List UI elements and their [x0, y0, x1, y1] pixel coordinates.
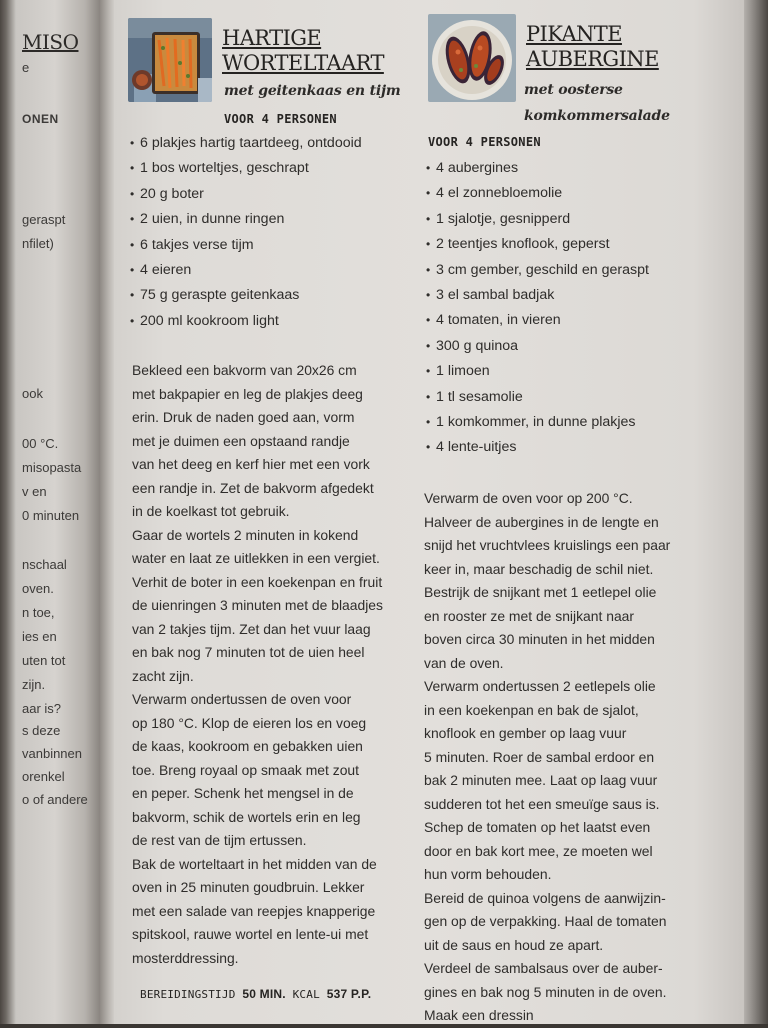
recipe-title-line2: AUBERGINE	[526, 47, 659, 71]
method-line: Verwarm de oven voor op 200 °C.	[424, 490, 633, 506]
prep-time-label: BEREIDINGSTIJD	[140, 988, 236, 1001]
recipe-title-line1: PIKANTE	[526, 22, 622, 46]
recipe-subtitle-line1: met oosterse	[524, 82, 623, 98]
ingredient-text: 1 sjalotje, gesnipperd	[436, 210, 571, 227]
method-line: van de oven.	[424, 654, 504, 671]
ingredient-item	[130, 131, 362, 156]
servings-label: VOOR 4 PERSONEN	[428, 135, 541, 149]
left-page-line: vanbinnen	[22, 746, 82, 761]
left-page-line: nfilet)	[22, 236, 54, 251]
method-line: sudderen tot het een smeuïge saus is.	[424, 795, 660, 812]
ingredient-item	[426, 435, 649, 460]
ingredient-item	[426, 359, 649, 384]
method-line: Schep de tomaten op het laatst even	[424, 819, 651, 835]
ingredient-item	[426, 385, 649, 410]
worteltaart-photo	[128, 18, 212, 102]
method-line: gines en bak nog 5 minuten in de oven.	[424, 983, 667, 1000]
method-line: bak 2 minuten mee. Laat op laag vuur	[424, 772, 658, 788]
ingredient-item	[426, 258, 649, 283]
ingredient-item	[130, 156, 362, 181]
method-line: Verwarm ondertussen de oven voor	[132, 691, 352, 707]
ingredient-item	[426, 232, 649, 257]
method-line: en bak nog 7 minuten tot de uien heel	[132, 644, 365, 660]
ingredient-text: 75 g geraspte geitenkaas	[140, 287, 300, 304]
bullet-icon: •	[130, 161, 135, 176]
left-page-line: zijn.	[22, 677, 46, 692]
left-page-line: nschaal	[22, 557, 67, 572]
left-page-line: misopasta	[22, 460, 82, 475]
bullet-icon: •	[426, 364, 431, 379]
ingredient-text: 6 plakjes hartig taartdeeg, ontdooid	[140, 135, 362, 151]
method-line: oven in 25 minuten goudbruin. Lekker	[132, 879, 365, 895]
ingredient-text: 2 uien, in dunne ringen	[140, 211, 285, 228]
method-line: en rooster ze met de snijkant naar	[424, 607, 635, 624]
bullet-icon: •	[426, 338, 431, 353]
bullet-icon: •	[426, 186, 431, 201]
ingredient-text: 1 limoen	[436, 363, 490, 380]
ingredient-text: 3 cm gember, geschild en geraspt	[436, 261, 649, 278]
ingredient-item	[130, 258, 362, 283]
bullet-icon: •	[426, 161, 431, 175]
method-line: een randje in. Zet de bakvorm afgedekt	[132, 479, 374, 496]
recipe-subtitle: met geitenkaas en tijm	[224, 83, 401, 99]
ingredient-text: 4 el zonnebloemolie	[436, 185, 563, 202]
left-page-line: oven.	[22, 581, 54, 596]
method-line: met bakpapier en leg de plakjes deeg	[132, 385, 363, 402]
method-line: gen op de verpakking. Haal de tomaten	[424, 913, 667, 929]
ingredient-list	[426, 156, 649, 461]
left-page-line: uten tot	[22, 653, 66, 668]
method-line: Bereid de quinoa volgens de aanwijzin-	[424, 889, 666, 906]
ingredient-list	[130, 131, 362, 334]
ingredient-item	[130, 182, 362, 207]
left-page-line: o of andere	[22, 792, 88, 807]
ingredient-item	[130, 207, 362, 232]
method-line: Bak de worteltaart in het midden van de	[132, 855, 377, 872]
left-page-title: MISO	[22, 30, 79, 54]
page-edge-shadow	[744, 0, 768, 1024]
left-page-line: v en	[22, 484, 47, 499]
method-line: bakvorm, schik de wortels erin en leg	[132, 808, 361, 825]
method-line: met een salade van reepjes knapperige	[132, 902, 376, 919]
bullet-icon: •	[130, 212, 135, 227]
method-line: op 180 °C. Klop de eieren los en voeg	[132, 714, 367, 731]
method-text	[132, 359, 383, 970]
method-line: Gaar de wortels 2 minuten in kokend	[132, 526, 359, 543]
bullet-icon: •	[426, 211, 431, 226]
method-line: de rest van de tijm ertussen.	[132, 832, 307, 848]
ingredient-text: 4 eieren	[140, 262, 192, 279]
aubergine-image	[428, 14, 516, 102]
method-line: spitskool, rauwe wortel en lente-ui met	[132, 926, 369, 942]
ingredient-item	[426, 410, 649, 435]
method-line: mosterddressing.	[132, 949, 239, 966]
bullet-icon: •	[426, 313, 431, 328]
kcal-value: 537 P.P.	[326, 987, 372, 1001]
method-line: knoflook en gember op laag vuur	[424, 725, 627, 741]
method-line: hun vorm behouden.	[424, 866, 552, 882]
ingredient-text: 3 el sambal badjak	[436, 287, 555, 304]
method-line: in een koekenpan en bak de sjalot,	[424, 701, 639, 718]
bullet-icon: •	[130, 313, 135, 328]
ingredient-item	[426, 181, 649, 206]
method-line: erin. Druk de naden goed aan, vorm	[132, 409, 355, 425]
left-page-line: 00 °C.	[22, 436, 59, 451]
method-line: in de koelkast tot gebruik.	[132, 503, 290, 519]
bullet-icon: •	[130, 288, 135, 303]
bullet-icon: •	[130, 136, 135, 150]
ingredient-text: 1 tl sesamolie	[436, 388, 523, 405]
servings-label: VOOR 4 PERSONEN	[224, 112, 337, 126]
ingredient-text: 4 tomaten, in vieren	[436, 312, 561, 329]
method-line: van 2 takjes tijm. Zet dan het vuur laag	[132, 620, 371, 637]
method-line: uit de saus en houd ze apart.	[424, 936, 604, 953]
ingredient-text: 1 komkommer, in dunne plakjes	[436, 414, 636, 431]
ingredient-text: 300 g quinoa	[436, 337, 519, 354]
ingredient-text: 1 bos worteltjes, geschrapt	[140, 160, 309, 177]
method-line: Maak een dressin	[424, 1007, 534, 1023]
left-page-line: orenkel	[22, 769, 65, 784]
left-facing-page	[0, 0, 100, 1024]
ingredient-item	[426, 334, 649, 359]
ingredient-text: 4 aubergines	[436, 160, 519, 176]
bullet-icon: •	[130, 186, 135, 201]
method-line: water en laat ze uitlekken in een vergiet.	[132, 550, 380, 566]
method-line: toe. Breng royaal op smaak met zout	[132, 761, 359, 778]
method-line: Verdeel de sambalsaus over de auber-	[424, 960, 663, 976]
method-line: snijd het vruchtvlees kruislings een paar	[424, 537, 671, 553]
bullet-icon: •	[426, 389, 431, 404]
method-line: 5 minuten. Roer de sambal erdoor en	[424, 748, 655, 765]
recipe-footer	[140, 987, 371, 1001]
cookbook-page	[114, 0, 744, 1024]
left-page-line: ies en	[22, 629, 57, 644]
recipe-title-line2: WORTELTAART	[222, 51, 384, 75]
ingredient-item	[426, 308, 649, 333]
bullet-icon: •	[426, 237, 431, 252]
method-line: Verhit de boter in een koekenpan en fruit	[132, 573, 383, 590]
left-page-line: s deze	[22, 723, 61, 738]
method-line: van het deeg en kerf hier met een vork	[132, 456, 370, 472]
bullet-icon: •	[130, 237, 135, 252]
carrot-tart-image	[128, 18, 212, 102]
method-text	[424, 487, 670, 1028]
ingredient-text: 20 g boter	[140, 185, 204, 202]
ingredient-text: 6 takjes verse tijm	[140, 236, 254, 253]
method-line: de kaas, kookroom en gebakken uien	[132, 738, 363, 754]
kcal-label: KCAL	[292, 988, 320, 1001]
method-line: Bestrijk de snijkant met 1 eetlepel olie	[424, 584, 657, 600]
ingredient-text: 2 teentjes knoflook, geperst	[436, 236, 610, 253]
method-line: door en bak kort mee, ze moeten wel	[424, 842, 653, 859]
left-page-line: 0 minuten	[22, 508, 80, 523]
left-page-line: geraspt	[22, 212, 66, 227]
left-page-line: aar is?	[22, 701, 62, 716]
ingredient-item	[426, 156, 649, 181]
ingredient-item	[130, 283, 362, 308]
method-line: Bekleed een bakvorm van 20x26 cm	[132, 362, 357, 378]
recipe-title	[526, 22, 659, 72]
method-line: de uienringen 3 minuten met de blaadjes	[132, 597, 383, 613]
method-line: zacht zijn.	[132, 667, 194, 684]
bullet-icon: •	[130, 263, 135, 278]
recipe-subtitle	[524, 77, 670, 129]
prep-time-value: 50 MIN.	[242, 987, 286, 1001]
aubergine-photo	[428, 14, 516, 102]
left-page-line: n toe,	[22, 605, 55, 620]
ingredient-text: 200 ml kookroom light	[140, 312, 279, 329]
method-line: Verwarm ondertussen 2 eetlepels olie	[424, 678, 656, 694]
recipe-title	[222, 26, 384, 76]
recipe-subtitle-line2: komkommersalade	[524, 108, 670, 124]
bullet-icon: •	[426, 440, 431, 455]
bullet-icon: •	[426, 288, 431, 303]
method-line: Halveer de aubergines in de lengte en	[424, 513, 659, 530]
method-line: keer in, maar beschadig de schil niet.	[424, 560, 654, 577]
method-line: en peper. Schenk het mengsel in de	[132, 785, 354, 801]
bullet-icon: •	[426, 262, 431, 277]
ingredient-item	[426, 207, 649, 232]
ingredient-item	[130, 309, 362, 334]
recipe-title-line1: HARTIGE	[222, 26, 322, 50]
method-line: met je duimen een opstaand randje	[132, 432, 350, 449]
bullet-icon: •	[426, 415, 431, 430]
ingredient-text: 4 lente-uitjes	[436, 439, 517, 456]
ingredient-item	[130, 233, 362, 258]
left-page-line: e	[22, 60, 30, 75]
method-line: boven circa 30 minuten in het midden	[424, 631, 655, 647]
left-page-line: ook	[22, 386, 43, 401]
left-page-line: ONEN	[22, 112, 59, 126]
ingredient-item	[426, 283, 649, 308]
